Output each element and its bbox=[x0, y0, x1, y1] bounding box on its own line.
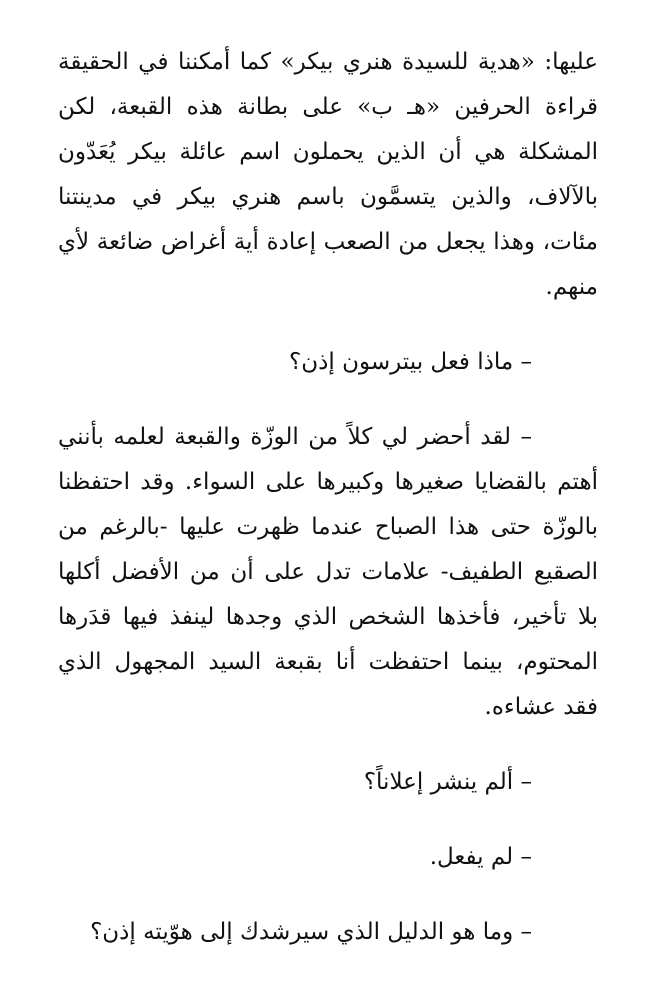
paragraph-answer-no: – لم يفعل. bbox=[429, 844, 532, 870]
paragraph-question-peterson: – ماذا فعل بيترسون إذن؟ bbox=[289, 349, 532, 375]
paragraph-goose-and-hat: – لقد أحضر لي كلاً من الوزّة والقبعة لعلمه بأنني أهتم بالقضايا صغيرها وكبيرها على السواء. وقد احتفظنا بالوزّة حتى هذا الصباح عندما ظهرت عليها -بالرغم من الصقيع الطفيف- علامات تدل على أن من الأفضل أكلها بلا تأخير، فأخذها الشخص الذي وجدها لينفذ فيها قدَرها المحتوم، بينما احتفظت أنا بقبعة السيد المجهول الذي فقد عشاءه. bbox=[58, 424, 598, 720]
paragraph-hat-inscription: عليها: «هدية للسيدة هنري بيكر» كما أمكننا في الحقيقة قراءة الحرفين «هـ ب» على بطانة هذه القبعة، لكن المشكلة هي أن الذين يحملون اسم عائلة بيكر يُعَدّون بالآلاف، والذين يتسمَّون باسم هنري بيكر في مدينتنا مئات، وهذا يجعل من الصعب إعادة أية أغراض ضائعة لأي منهم. bbox=[58, 49, 598, 300]
document-page bbox=[58, 40, 598, 955]
paragraph-question-advert: – ألم ينشر إعلاناً؟ bbox=[363, 769, 532, 795]
paragraph-question-clue: – وما هو الدليل الذي سيرشدك إلى هوّيته إذن؟ bbox=[90, 919, 532, 945]
